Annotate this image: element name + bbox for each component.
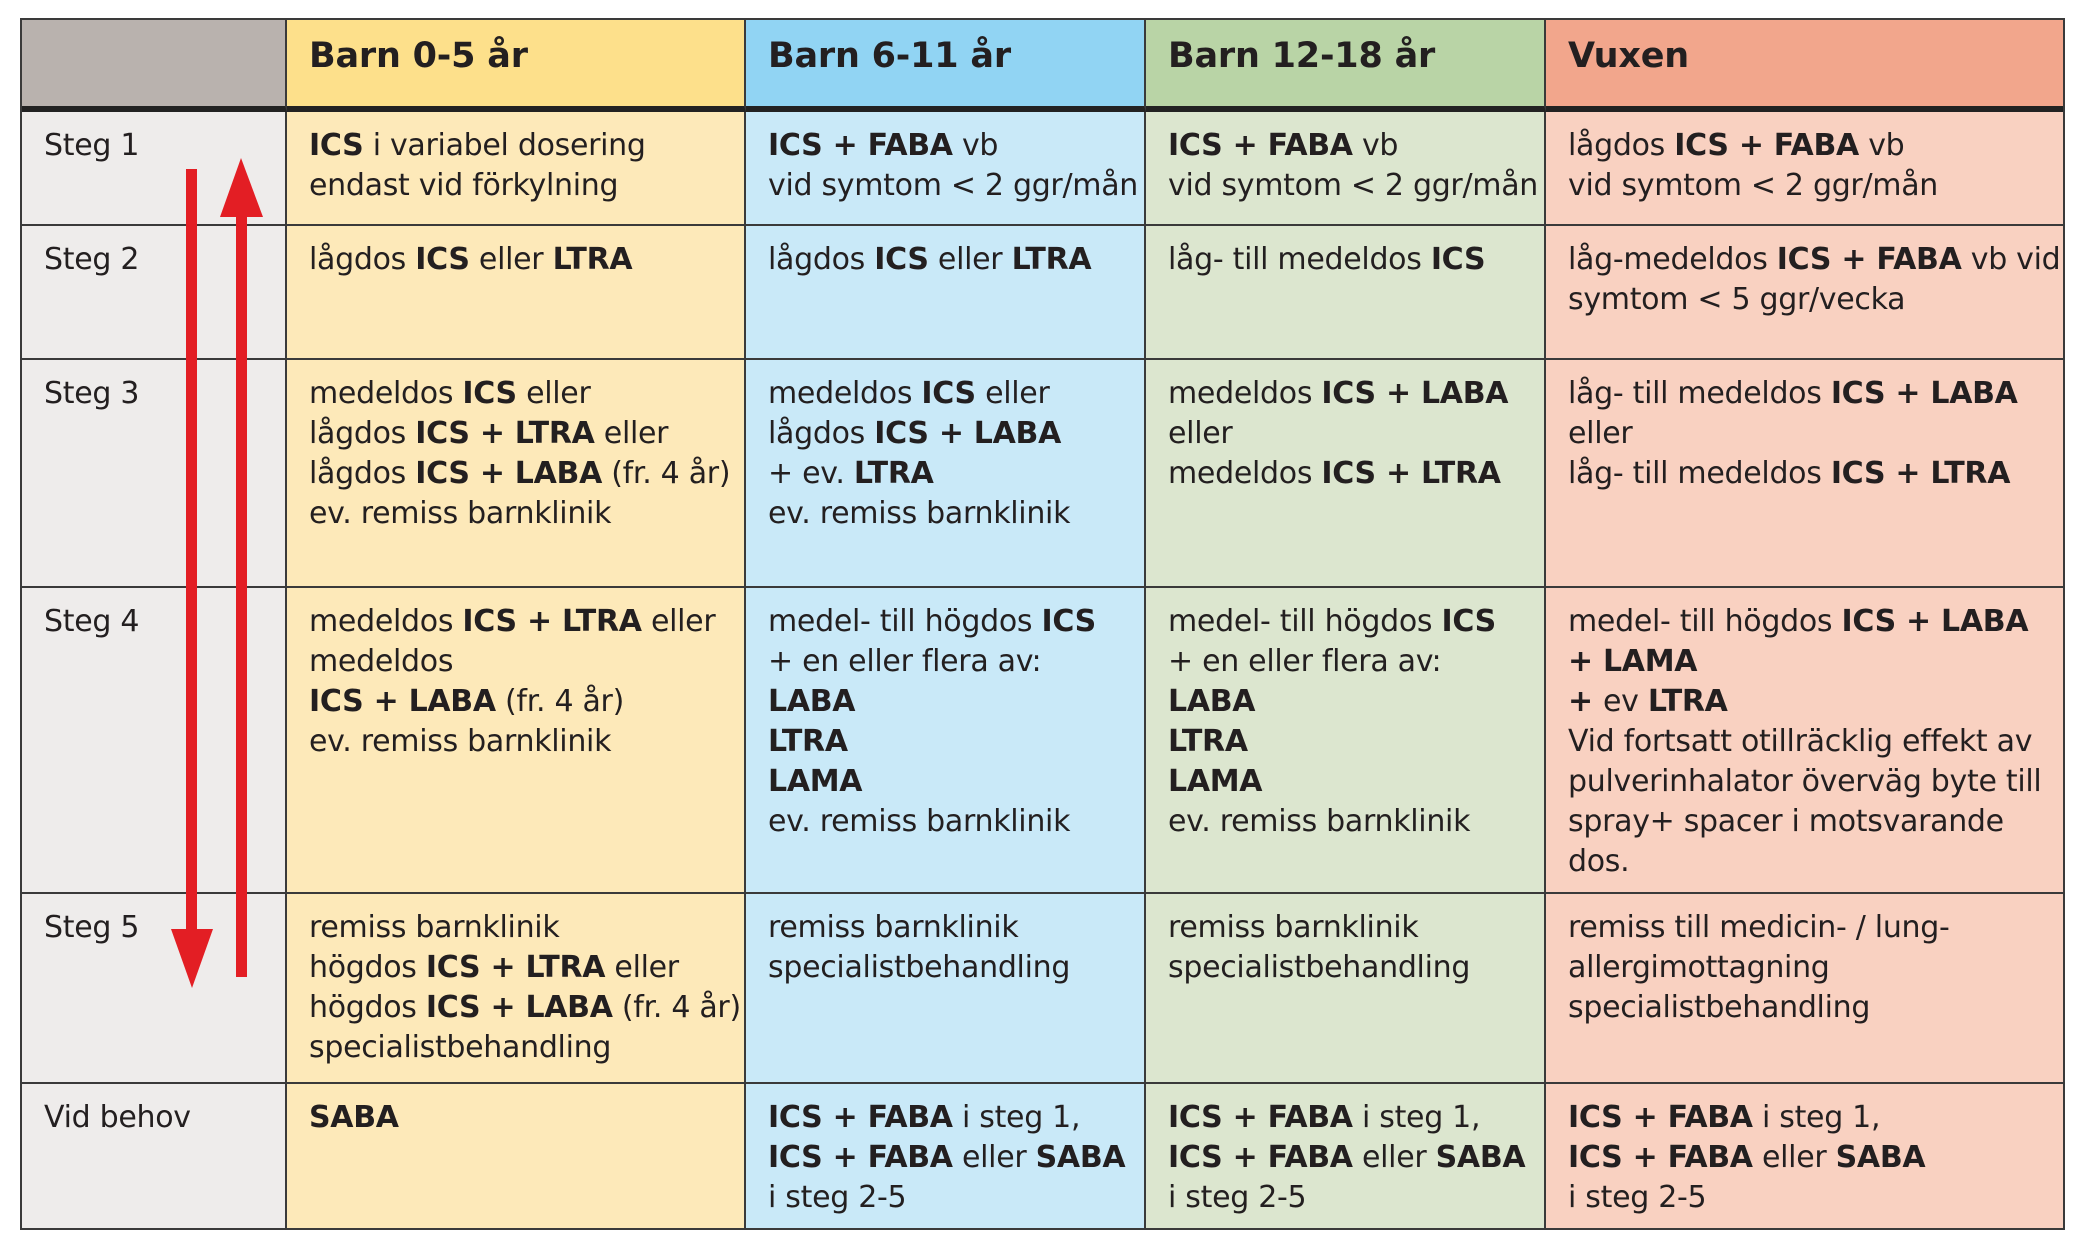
- cell-barn_6_11: [746, 112, 1146, 226]
- cell-text: eller: [1352, 1140, 1436, 1175]
- cell-text: vid symtom < 2 ggr/mån: [768, 168, 1138, 203]
- column-header-barn_6_11: Barn 6-11 år: [746, 20, 1146, 112]
- cell-text-line: [768, 908, 1144, 948]
- drug-name: SABA: [1835, 1140, 1926, 1175]
- cell-barn_0_5: [287, 226, 746, 360]
- cell-text-line: [1568, 842, 2063, 882]
- drug-name: ICS + FABA: [768, 128, 953, 163]
- drug-name: LTRA: [853, 456, 934, 491]
- drug-name: LTRA: [552, 242, 633, 277]
- cell-text-line: [1568, 454, 2063, 494]
- cell-text-line: [1168, 802, 1544, 842]
- drug-name: ICS + FABA: [768, 1100, 953, 1135]
- drug-name: ICS: [309, 128, 364, 163]
- drug-name: ICS: [921, 376, 976, 411]
- cell-text: specialistbehandling: [768, 950, 1071, 985]
- cell-text: (fr. 4 år): [612, 990, 741, 1025]
- cell-barn_6_11: [746, 588, 1146, 894]
- drug-name: ICS + LABA: [1841, 604, 2029, 639]
- cell-barn_12_18: [1146, 588, 1546, 894]
- cell-text: i steg 1,: [1752, 1100, 1881, 1135]
- cell-text: låg- till medeldos: [1568, 376, 1831, 411]
- cell-text: dos.: [1568, 844, 1630, 879]
- cell-text-line: [309, 454, 744, 494]
- drug-name: ICS + LTRA: [425, 950, 606, 985]
- cell-text: ev. remiss barnklinik: [768, 496, 1071, 531]
- drug-name: ICS + FABA: [1568, 1100, 1753, 1135]
- cell-text-line: [1168, 126, 1544, 166]
- cell-text-line: [309, 908, 744, 948]
- cell-text-line: [1568, 802, 2063, 842]
- cell-text-line: [1568, 240, 2063, 280]
- cell-text-line: [1168, 454, 1544, 494]
- cell-text: eller: [1752, 1140, 1836, 1175]
- cell-text-line: [1168, 240, 1544, 280]
- cell-text: vb vid: [1961, 242, 2061, 277]
- drug-name: LTRA: [1168, 724, 1248, 759]
- drug-name: ICS: [415, 242, 470, 277]
- drug-name: ICS + FABA: [768, 1140, 953, 1175]
- drug-name: ICS: [874, 242, 929, 277]
- cell-text-line: [768, 240, 1144, 280]
- cell-text-line: [768, 454, 1144, 494]
- cell-text: vid symtom < 2 ggr/mån: [1168, 168, 1538, 203]
- cell-text-line: [1168, 682, 1544, 722]
- cell-text: ev. remiss barnklinik: [309, 496, 612, 531]
- cell-text: ev: [1602, 684, 1648, 719]
- cell-text-line: [1168, 908, 1544, 948]
- cell-text: medeldos: [768, 376, 922, 411]
- drug-name: SABA: [1035, 1140, 1126, 1175]
- cell-barn_0_5: [287, 894, 746, 1084]
- cell-text: lågdos: [1568, 128, 1675, 163]
- cell-text: i steg 1,: [1352, 1100, 1481, 1135]
- cell-text: vb: [1858, 128, 1905, 163]
- cell-text: eller: [1568, 416, 1633, 451]
- cell-text-line: [768, 602, 1144, 642]
- drug-name: +: [1568, 684, 1603, 719]
- cell-text-line: [768, 166, 1144, 206]
- column-header-barn_0_5: Barn 0-5 år: [287, 20, 746, 112]
- drug-name: ICS + FABA: [1168, 1100, 1353, 1135]
- cell-text-line: [1568, 374, 2063, 414]
- cell-text-line: [768, 494, 1144, 534]
- cell-text-line: [1568, 166, 2063, 206]
- cell-barn_0_5: [287, 360, 746, 588]
- cell-vuxen: [1546, 112, 2063, 226]
- cell-text: specialistbehandling: [1168, 950, 1471, 985]
- row-label: Steg 1: [22, 112, 287, 226]
- cell-text: i variabel dosering: [363, 128, 646, 163]
- cell-barn_6_11: [746, 894, 1146, 1084]
- cell-text: remiss barnklinik: [1168, 910, 1419, 945]
- cell-text-line: [1168, 1138, 1544, 1178]
- drug-name: ICS + LABA: [1321, 376, 1509, 411]
- cell-text: låg- till medeldos: [1168, 242, 1431, 277]
- cell-text: i steg 2-5: [1168, 1180, 1307, 1215]
- cell-text: ev. remiss barnklinik: [768, 804, 1071, 839]
- cell-text-line: [309, 682, 744, 722]
- cell-text-line: [309, 494, 744, 534]
- cell-text-line: [1568, 280, 2063, 320]
- drug-name: ICS + FABA: [1674, 128, 1859, 163]
- cell-text-line: [1168, 1178, 1544, 1218]
- cell-text-line: [309, 1098, 744, 1138]
- cell-text-line: [1168, 948, 1544, 988]
- drug-name: + LAMA: [1568, 644, 1698, 679]
- cell-barn_0_5: [287, 112, 746, 226]
- cell-text: pulverinhalator överväg byte till: [1568, 764, 2042, 799]
- cell-text: eller: [469, 242, 553, 277]
- cell-text-line: [1168, 642, 1544, 682]
- cell-vuxen: [1546, 1084, 2063, 1228]
- drug-name: LABA: [1168, 684, 1256, 719]
- cell-barn_6_11: [746, 1084, 1146, 1228]
- cell-text-line: [309, 414, 744, 454]
- cell-text-line: [309, 126, 744, 166]
- cell-text-line: [1168, 374, 1544, 414]
- cell-text: spray+ spacer i motsvarande: [1568, 804, 2004, 839]
- drug-name: ICS: [1430, 242, 1486, 277]
- cell-text: medeldos: [309, 604, 463, 639]
- drug-name: ICS + LTRA: [462, 604, 642, 639]
- cell-vuxen: [1546, 894, 2063, 1084]
- cell-text: Vid fortsatt otillräcklig effekt av: [1568, 724, 2033, 759]
- cell-text: lågdos: [768, 242, 875, 277]
- cell-text-line: [309, 602, 744, 642]
- treatment-steps-table: [20, 18, 2065, 1230]
- cell-text: specialistbehandling: [1568, 990, 1871, 1025]
- cell-text-line: [768, 126, 1144, 166]
- cell-text-line: [1568, 988, 2063, 1028]
- cell-text-line: [309, 988, 744, 1028]
- cell-text: + en eller flera av:: [768, 644, 1042, 679]
- cell-text-line: [768, 762, 1144, 802]
- drug-name: ICS + LABA: [415, 456, 603, 491]
- cell-text: remiss barnklinik: [309, 910, 560, 945]
- cell-text-line: [768, 682, 1144, 722]
- cell-text: eller: [952, 1140, 1036, 1175]
- cell-text: låg-medeldos: [1568, 242, 1777, 277]
- cell-text-line: [1568, 908, 2063, 948]
- row-label: Steg 2: [22, 226, 287, 360]
- cell-text: medeldos: [309, 376, 463, 411]
- cell-text-line: [309, 240, 744, 280]
- column-header-barn_12_18: Barn 12-18 år: [1146, 20, 1546, 112]
- drug-name: ICS + LABA: [874, 416, 1062, 451]
- cell-text: lågdos: [309, 416, 416, 451]
- cell-text: lågdos: [768, 416, 875, 451]
- cell-text: ev. remiss barnklinik: [309, 724, 612, 759]
- cell-text-line: [768, 374, 1144, 414]
- cell-text: remiss till medicin- / lung-: [1568, 910, 1950, 945]
- cell-text: vid symtom < 2 ggr/mån: [1568, 168, 1938, 203]
- cell-text-line: [1568, 126, 2063, 166]
- cell-text: i steg 2-5: [1568, 1180, 1707, 1215]
- cell-text: medeldos: [309, 644, 454, 679]
- cell-text-line: [768, 1098, 1144, 1138]
- row-label: Steg 5: [22, 894, 287, 1084]
- cell-text: eller: [516, 376, 591, 411]
- cell-vuxen: [1546, 360, 2063, 588]
- cell-text-line: [309, 166, 744, 206]
- drug-name: ICS: [1041, 604, 1096, 639]
- cell-text-line: [1168, 166, 1544, 206]
- cell-text-line: [1168, 602, 1544, 642]
- cell-text: + en eller flera av:: [1168, 644, 1442, 679]
- column-header-vuxen: Vuxen: [1546, 20, 2063, 112]
- cell-text: ev. remiss barnklinik: [1168, 804, 1471, 839]
- cell-text: eller: [928, 242, 1012, 277]
- cell-text-line: [1568, 682, 2063, 722]
- cell-text: remiss barnklinik: [768, 910, 1019, 945]
- cell-text-line: [768, 1178, 1144, 1218]
- drug-name: ICS + FABA: [1168, 128, 1353, 163]
- cell-text-line: [1568, 762, 2063, 802]
- cell-text: medel- till högdos: [1168, 604, 1442, 639]
- cell-text: eller: [1168, 416, 1233, 451]
- cell-text-line: [1568, 1098, 2063, 1138]
- cell-text: lågdos: [309, 456, 416, 491]
- cell-text-line: [1168, 1098, 1544, 1138]
- cell-text: eller: [975, 376, 1050, 411]
- cell-text: högdos: [309, 950, 426, 985]
- drug-name: ICS + LTRA: [415, 416, 595, 451]
- cell-text: eller: [641, 604, 716, 639]
- cell-text: specialistbehandling: [309, 1030, 612, 1065]
- drug-name: SABA: [309, 1100, 399, 1135]
- cell-text: vb: [952, 128, 999, 163]
- cell-text-line: [768, 722, 1144, 762]
- drug-name: LAMA: [1168, 764, 1263, 799]
- cell-text-line: [1568, 948, 2063, 988]
- cell-barn_12_18: [1146, 226, 1546, 360]
- cell-text-line: [768, 642, 1144, 682]
- cell-text: medel- till högdos: [768, 604, 1042, 639]
- cell-text-line: [309, 1028, 744, 1068]
- cell-text-line: [768, 802, 1144, 842]
- header-corner: [22, 20, 287, 112]
- row-label: Vid behov: [22, 1084, 287, 1228]
- cell-barn_6_11: [746, 226, 1146, 360]
- cell-text: (fr. 4 år): [495, 684, 624, 719]
- cell-barn_12_18: [1146, 360, 1546, 588]
- drug-name: ICS + FABA: [1168, 1140, 1353, 1175]
- drug-name: LABA: [768, 684, 856, 719]
- cell-text-line: [309, 948, 744, 988]
- cell-text-line: [309, 722, 744, 762]
- row-label: Steg 4: [22, 588, 287, 894]
- cell-text-line: [768, 1138, 1144, 1178]
- cell-text: medeldos: [1168, 456, 1322, 491]
- drug-name: SABA: [1435, 1140, 1526, 1175]
- cell-text: symtom < 5 ggr/vecka: [1568, 282, 1906, 317]
- cell-vuxen: [1546, 588, 2063, 894]
- cell-text-line: [309, 374, 744, 414]
- drug-name: ICS: [462, 376, 517, 411]
- drug-name: ICS + LABA: [309, 684, 496, 719]
- drug-name: LAMA: [768, 764, 863, 799]
- cell-text: vb: [1352, 128, 1399, 163]
- cell-text-line: [768, 414, 1144, 454]
- cell-text: lågdos: [309, 242, 416, 277]
- cell-text-line: [1168, 414, 1544, 454]
- cell-barn_12_18: [1146, 894, 1546, 1084]
- cell-text: endast vid förkylning: [309, 168, 619, 203]
- cell-text: medel- till högdos: [1568, 604, 1842, 639]
- drug-name: LTRA: [768, 724, 848, 759]
- cell-text: eller: [605, 950, 679, 985]
- cell-text-line: [768, 948, 1144, 988]
- cell-text-line: [1568, 602, 2063, 642]
- cell-text: låg- till medeldos: [1568, 456, 1831, 491]
- cell-text: + ev.: [768, 456, 854, 491]
- cell-barn_12_18: [1146, 112, 1546, 226]
- drug-name: ICS: [1441, 604, 1496, 639]
- cell-text: högdos: [309, 990, 426, 1025]
- drug-name: ICS + LABA: [425, 990, 613, 1025]
- cell-text-line: [1168, 722, 1544, 762]
- cell-text-line: [1568, 1178, 2063, 1218]
- drug-name: ICS + LTRA: [1321, 456, 1501, 491]
- cell-text: medeldos: [1168, 376, 1322, 411]
- cell-text-line: [1568, 642, 2063, 682]
- cell-text-line: [309, 642, 744, 682]
- cell-barn_0_5: [287, 588, 746, 894]
- drug-name: ICS + LABA: [1830, 376, 2018, 411]
- cell-text-line: [1568, 722, 2063, 762]
- cell-barn_0_5: [287, 1084, 746, 1228]
- row-label: Steg 3: [22, 360, 287, 588]
- drug-name: ICS + FABA: [1568, 1140, 1753, 1175]
- cell-text: i steg 1,: [952, 1100, 1081, 1135]
- cell-text: eller: [594, 416, 669, 451]
- cell-vuxen: [1546, 226, 2063, 360]
- cell-barn_12_18: [1146, 1084, 1546, 1228]
- drug-name: ICS + LTRA: [1830, 456, 2011, 491]
- drug-name: ICS + FABA: [1776, 242, 1962, 277]
- cell-text: allergimottagning: [1568, 950, 1830, 985]
- cell-text-line: [1568, 1138, 2063, 1178]
- cell-text: i steg 2-5: [768, 1180, 907, 1215]
- drug-name: LTRA: [1011, 242, 1092, 277]
- cell-text: (fr. 4 år): [602, 456, 731, 491]
- cell-text-line: [1568, 414, 2063, 454]
- cell-barn_6_11: [746, 360, 1146, 588]
- drug-name: LTRA: [1647, 684, 1728, 719]
- cell-text-line: [1168, 762, 1544, 802]
